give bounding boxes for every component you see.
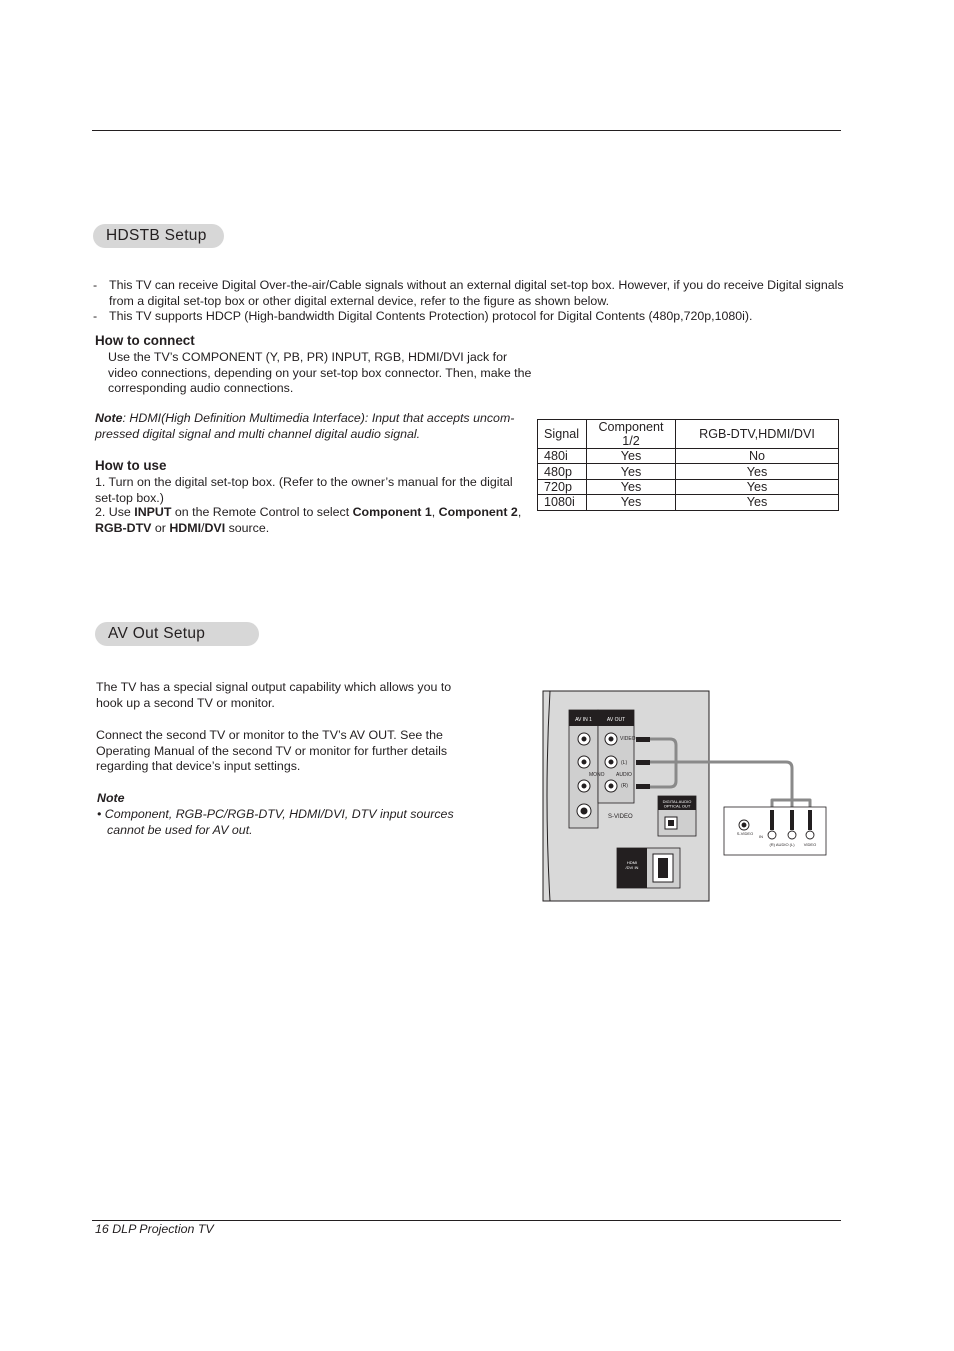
- digital-audio-label-2: OPTICAL OUT: [663, 803, 691, 809]
- table-row: [538, 449, 839, 464]
- table-header-cell: RGB-DTV,HDMI/DVI: [676, 420, 839, 449]
- table-cell: 1080i: [538, 495, 587, 510]
- second-tv-in-label: IN: [759, 834, 763, 839]
- page-footer: 16 DLP Projection TV: [95, 1222, 214, 1236]
- step2-text: 2. Use: [95, 505, 135, 519]
- table-row: [538, 464, 839, 479]
- second-tv-video-label: VIDEO: [803, 842, 817, 847]
- how-to-connect-heading: How to connect: [95, 333, 195, 348]
- step2-text: or: [151, 520, 170, 535]
- how-to-use-step-1: 1. Turn on the digital set-top box. (Refer to the owner’s manual for the digital set-top box.): [95, 475, 513, 505]
- l-label: (L): [621, 760, 628, 766]
- hdmi-label-1: HDMI: [626, 860, 638, 865]
- av-out-paragraph-1: The TV has a special signal output capability which allows you to hook up a second TV or monitor.: [96, 680, 452, 710]
- hdmi-note: [95, 411, 535, 442]
- step2-text: on the Remote Control to select: [171, 505, 353, 519]
- video-label: VIDEO: [620, 736, 636, 742]
- step2-text: ,: [517, 505, 522, 519]
- step2-bold: DVI: [204, 520, 226, 535]
- step2-bold: Component 2: [438, 505, 518, 519]
- av-out-connection-diagram: [540, 688, 840, 904]
- second-tv-svideo-label: S-VIDEO: [736, 831, 754, 836]
- bullet-text: This TV supports HDCP (High-bandwidth Digital Contents Protection) protocol for Digital Contents (480p,720p,1080i).: [109, 309, 753, 323]
- av-in-label: AV IN 1: [575, 717, 592, 723]
- how-to-connect-body: Use the TV’s COMPONENT (Y, PB, PR) INPUT, RGB, HDMI/DVI jack for video connections, depending on your set-top box connector. Then, make the corresponding audio connections.: [108, 350, 532, 396]
- digital-audio-label-1: DIGITAL AUDIO: [662, 799, 692, 804]
- step2-text: /: [201, 520, 205, 535]
- second-tv-audio-label: (R) AUDIO (L): [769, 842, 795, 847]
- bullet-dash: -: [93, 309, 98, 323]
- table-header-cell: Signal: [538, 420, 587, 449]
- step2-bold: INPUT: [134, 505, 172, 519]
- section-title-hdstb-setup: HDSTB Setup: [93, 224, 224, 248]
- av-out-note-text: • Component, RGB-PC/RGB-DTV, HDMI/DVI, DTV input sources cannot be used for AV out.: [97, 807, 454, 837]
- step2-bold: HDMI: [169, 520, 202, 535]
- note-text: : HDMI(High Definition Multimedia Interface): Input that accepts uncom-pressed digital signal and multi channel digital audio signal.: [95, 411, 515, 441]
- table-row: [538, 479, 839, 494]
- mono-label: MONO: [589, 772, 605, 778]
- table-cell: 720p: [538, 479, 587, 494]
- table-cell: Yes: [587, 449, 676, 464]
- signal-table: [537, 419, 839, 511]
- table-cell: Yes: [676, 464, 839, 479]
- av-out-label: AV OUT: [606, 717, 626, 723]
- svideo-label: S-VIDEO: [608, 814, 633, 820]
- r-label: (R): [621, 783, 628, 789]
- how-to-use-heading: How to use: [95, 458, 167, 473]
- table-row: [538, 495, 839, 510]
- step2-text: ,: [431, 505, 439, 519]
- av-out-jacks: [605, 733, 617, 792]
- table-cell: 480p: [538, 464, 587, 479]
- bullet-dash: -: [93, 278, 98, 292]
- table-cell: No: [676, 449, 839, 464]
- table-cell: Yes: [676, 479, 839, 494]
- audio-label: AUDIO: [616, 772, 632, 778]
- av-out-note-heading: Note: [97, 791, 125, 805]
- av-out-paragraph-2: Connect the second TV or monitor to the TV’s AV OUT. See the Operating Manual of the second TV or monitor for further details regarding that device’s input settings.: [96, 728, 448, 774]
- step2-text: source.: [225, 520, 270, 535]
- hdmi-label-2: /DVI IN: [625, 865, 639, 870]
- bottom-rule: [92, 1220, 841, 1221]
- step2-bold: Component 1: [352, 505, 432, 519]
- top-rule: [92, 130, 841, 131]
- table-cell: 480i: [538, 449, 587, 464]
- how-to-use-step-2: [95, 505, 531, 536]
- table-cell: Yes: [587, 464, 676, 479]
- table-header-row: [538, 420, 839, 449]
- bullet-text: This TV can receive Digital Over-the-air/Cable signals without an external digital set-top box. However, if you do receive Digital signals from a digital set-top box or other digital external device, refer to the figure as shown below.: [109, 278, 844, 308]
- table-header-cell: Component 1/2: [587, 420, 676, 449]
- step2-bold: RGB-DTV: [95, 520, 152, 535]
- table-cell: Yes: [676, 495, 839, 510]
- section-title-av-out-setup: AV Out Setup: [95, 622, 259, 646]
- table-cell: Yes: [587, 495, 676, 510]
- table-cell: Yes: [587, 479, 676, 494]
- note-label: Note: [95, 411, 123, 425]
